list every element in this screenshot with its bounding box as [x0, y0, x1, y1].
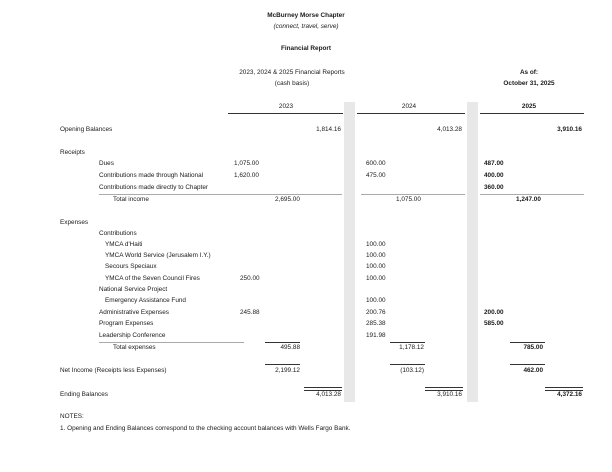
world-service-2024: 100.00 [366, 252, 386, 259]
secours-2024: 100.00 [366, 263, 386, 270]
receipts-heading: Receipts [60, 149, 85, 156]
subtotal-rule [390, 342, 425, 343]
subtotal-rule [390, 364, 425, 365]
seven-fires-label: YMCA of the Seven Council Fires [105, 275, 200, 282]
ending-2025: 4,372.16 [557, 391, 582, 398]
row-rule [232, 194, 342, 195]
world-service-label: YMCA World Service (Jerusalem I.Y.) [105, 252, 211, 259]
opening-2023: 1,814.16 [316, 126, 341, 133]
as-of-label: As of: [519, 69, 539, 76]
row-rule [99, 194, 244, 195]
haiti-label: YMCA d'Haiti [105, 241, 143, 248]
note-1: 1. Opening and Ending Balances correspond to the checking account balances with Wells Fargo Bank. [60, 425, 351, 432]
leadership-conf-label: Leadership Conference [99, 332, 166, 339]
nsp-subheading: National Service Project [99, 286, 168, 293]
national-contrib-label: Contributions made through National [99, 172, 204, 179]
report-basis: (cash basis) [274, 80, 310, 87]
total-income-2025: 1,247.00 [516, 196, 541, 203]
subtotal-rule [510, 364, 545, 365]
national-contrib-2023: 1,620.00 [234, 172, 259, 179]
column-separator [344, 102, 355, 402]
org-name: McBurney Morse Chapter [267, 12, 345, 19]
opening-2025: 3,910.16 [557, 126, 582, 133]
column-header-2024: 2024 [401, 103, 417, 110]
emergency-fund-label: Emergency Assistance Fund [105, 297, 186, 304]
notes-heading: NOTES: [60, 413, 84, 420]
dues-2025: 487.00 [484, 160, 504, 167]
chapter-contrib-2025: 360.00 [484, 184, 504, 191]
national-contrib-2024: 475.00 [366, 172, 386, 179]
row-rule [99, 342, 244, 343]
header-rule [228, 113, 343, 114]
seven-fires-2023: 250.00 [240, 275, 260, 282]
ending-2024: 3,910.16 [437, 391, 462, 398]
total-expenses-2023: 495.88 [280, 344, 300, 351]
report-title: Financial Report [280, 45, 332, 52]
opening-balances-label: Opening Balances [60, 126, 113, 133]
secours-label: Secours Speciaux [105, 263, 157, 270]
seven-fires-2024: 100.00 [366, 275, 386, 282]
admin-expenses-2025: 200.00 [484, 309, 504, 316]
opening-2024: 4,013.28 [437, 126, 462, 133]
admin-expenses-2023: 245.88 [240, 309, 260, 316]
leadership-conf-2024: 191.98 [366, 332, 386, 339]
dues-2023: 1,075.00 [234, 160, 259, 167]
net-income-label: Net Income (Receipts less Expenses) [60, 367, 167, 374]
header-rule [357, 113, 465, 114]
program-expenses-2024: 285.38 [366, 320, 386, 327]
admin-expenses-2024: 200.76 [366, 309, 386, 316]
contributions-subheading: Contributions [99, 230, 137, 237]
chapter-contrib-label: Contributions made directly to Chapter [99, 184, 209, 191]
total-income-2024: 1,075.00 [396, 196, 421, 203]
ending-balances-label: Ending Balances [60, 391, 108, 398]
ending-2023: 4,013.28 [316, 391, 341, 398]
expenses-heading: Expenses [60, 219, 89, 226]
column-header-2023: 2023 [278, 103, 294, 110]
column-header-2025: 2025 [521, 103, 537, 110]
dues-label: Dues [99, 160, 114, 167]
total-income-2023: 2,695.00 [275, 196, 300, 203]
header-rule [480, 113, 584, 114]
subtotal-rule [265, 342, 300, 343]
org-tagline: (connect, travel, serve) [273, 23, 339, 30]
column-separator [467, 102, 478, 402]
net-income-2024: (103.12) [400, 367, 424, 374]
admin-expenses-label: Administrative Expenses [99, 309, 169, 316]
dues-2024: 600.00 [366, 160, 386, 167]
national-contrib-2025: 400.00 [484, 172, 504, 179]
emergency-fund-2024: 100.00 [366, 297, 386, 304]
subtotal-rule [510, 342, 545, 343]
row-rule [361, 194, 465, 195]
total-expenses-2024: 1,178.12 [399, 344, 424, 351]
subtotal-rule [265, 364, 300, 365]
net-income-2025: 462.00 [523, 367, 543, 374]
haiti-2024: 100.00 [366, 241, 386, 248]
row-rule [480, 194, 584, 195]
total-expenses-label: Total expenses [113, 344, 156, 351]
program-expenses-label: Program Expenses [99, 320, 154, 327]
program-expenses-2025: 585.00 [484, 320, 504, 327]
net-income-2023: 2,199.12 [275, 367, 300, 374]
total-income-label: Total income [113, 196, 149, 203]
report-subtitle: 2023, 2024 & 2025 Financial Reports [239, 69, 345, 76]
as-of-date: October 31, 2025 [503, 80, 555, 87]
total-expenses-2025: 785.00 [523, 344, 543, 351]
